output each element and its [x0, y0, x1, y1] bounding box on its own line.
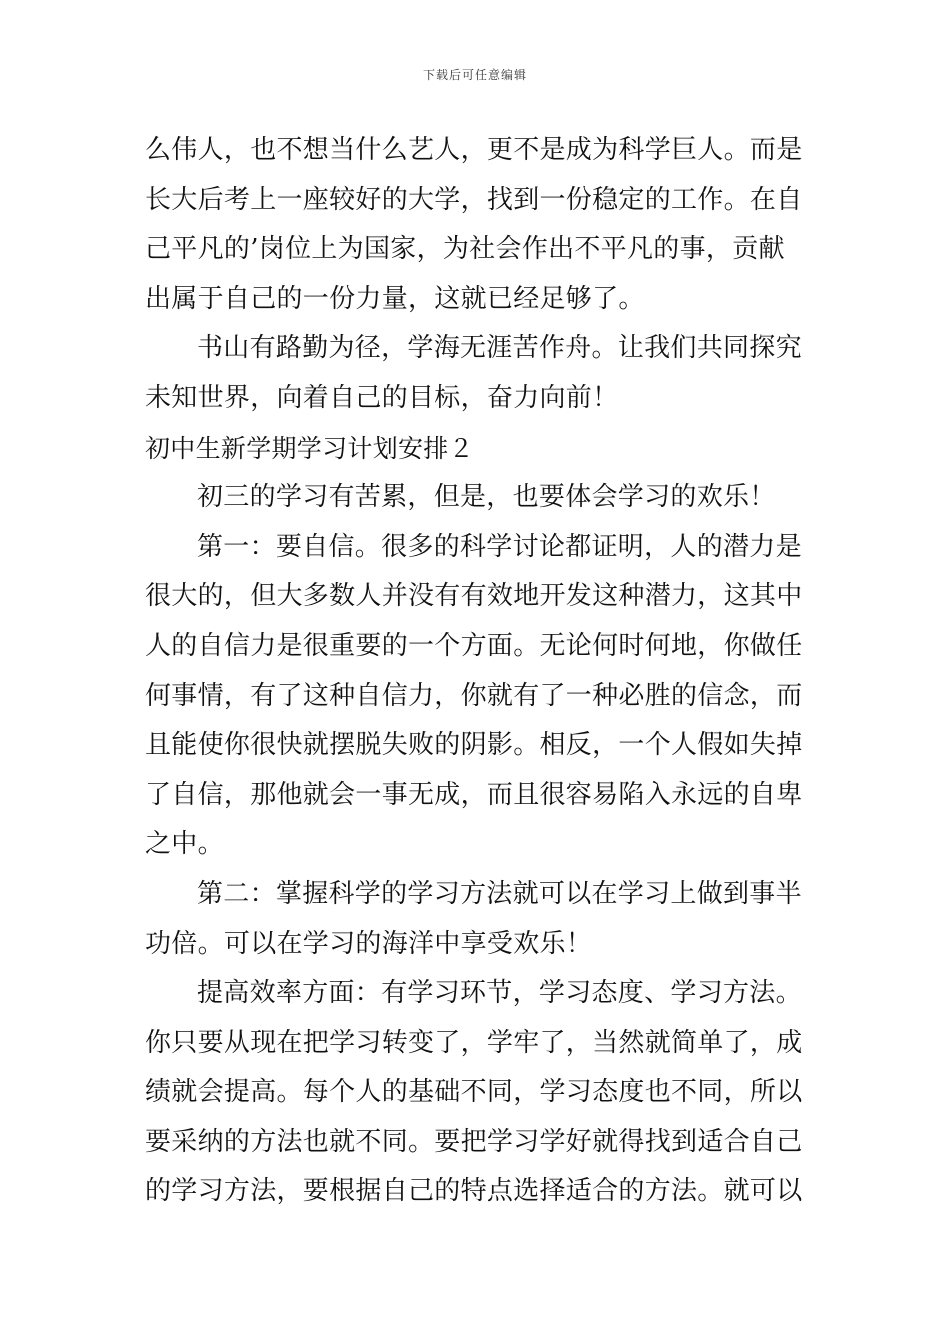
text-line: 之中。	[145, 829, 224, 860]
text-line: 长大后考上一座较好的大学，找到一份稳定的工作。在自	[145, 184, 803, 215]
text-line: 你只要从现在把学习转变了，学牢了，当然就简单了，成	[145, 1027, 803, 1058]
text-line: 第一：要自信。很多的科学讨论都证明，人的潜力是	[197, 531, 802, 562]
text-line: 初三的学习有苦累，但是，也要体会学习的欢乐！	[197, 482, 776, 513]
page-header-note: 下载后可任意编辑	[422, 68, 527, 82]
text-line: 第二：掌握科学的学习方法就可以在学习上做到事半	[197, 878, 802, 909]
text-line: 了自信，那他就会一事无成，而且很容易陷入永远的自卑	[145, 779, 803, 810]
text-line: 何事情，有了这种自信力，你就有了一种必胜的信念，而	[145, 680, 803, 711]
document-body	[145, 126, 810, 1217]
text-line: 己平凡的’岗位上为国家，为社会作出不平凡的事，贡献	[145, 234, 785, 265]
text-line: 提高效率方面：有学习环节，学习态度、学习方法。	[197, 978, 802, 1009]
text-line: 书山有路勤为径，学海无涯苦作舟。让我们共同探究	[197, 333, 802, 364]
text-line: 人的自信力是很重要的一个方面。无论何时何地，你做任	[145, 630, 803, 661]
text-line: 很大的，但大多数人并没有有效地开发这种潜力，这其中	[145, 581, 803, 612]
text-line: 么伟人，也不想当什么艺人，更不是成为科学巨人。而是	[145, 135, 803, 165]
section-heading: 初中生新学期学习计划安排２	[145, 433, 474, 463]
text-line: 绩就会提高。每个人的基础不同，学习态度也不同，所以	[145, 1077, 803, 1108]
text-line: 未知世界，向着自己的目标，奋力向前！	[145, 382, 619, 413]
text-line: 且能使你很快就摆脱失败的阴影。相反，一个人假如失掉	[145, 730, 803, 761]
text-line: 出属于自己的一份力量，这就已经足够了。	[145, 283, 645, 314]
text-line: 的学习方法，要根据自己的特点选择适合的方法。就可以	[145, 1176, 803, 1207]
text-line: 功倍。可以在学习的海洋中享受欢乐！	[145, 928, 593, 959]
text-line: 要采纳的方法也就不同。要把学习学好就得找到适合自己	[145, 1126, 803, 1157]
